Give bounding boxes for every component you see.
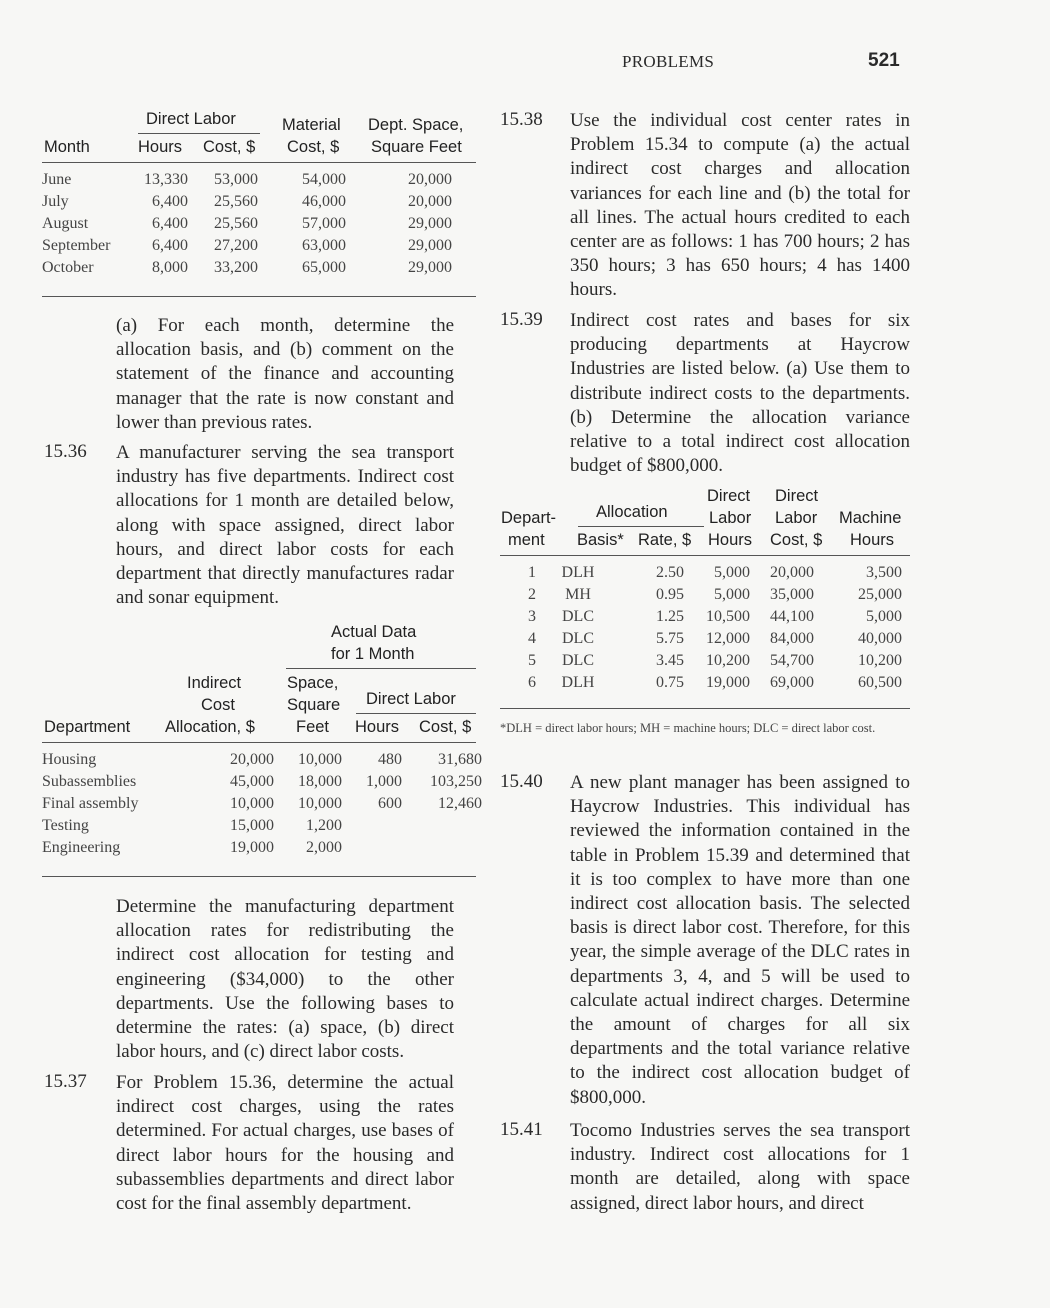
t1-cell: 46,000	[302, 193, 346, 210]
t3-dlc-mid: Labor	[775, 509, 818, 527]
t3-cell: 54,700	[770, 652, 814, 669]
t3-cell: 0.75	[656, 674, 684, 691]
t3-cell: MH	[565, 586, 591, 603]
t3-cell: 2.50	[656, 564, 684, 581]
t2-indirect-bottom: Allocation, $	[165, 718, 255, 736]
t3-cell: 0.95	[656, 586, 684, 603]
t3-alloc-group: Allocation	[596, 503, 668, 521]
t3-cell: 40,000	[858, 630, 902, 647]
t2-body	[42, 749, 482, 859]
t3-cell: 20,000	[770, 564, 814, 581]
t3-cell: 10,200	[858, 652, 902, 669]
t1-cell: 29,000	[408, 237, 452, 254]
t3-mh-bottom: Hours	[850, 531, 895, 549]
problem-15-40-text: A new plant manager has been assigned to Haycrow Industries. This individual has reviewed the information contained in the table in Problem 15.39 and determined that it is too complex to have more than one indirect cost allocation basis. The selected basis is direct labor cost. Therefore, for this year, the simple average of the DLC rates in departments 3, 4, and 5 will be used to calculate actual indirect charges. Determine the amount of charges for all six departments and the total variance relative to the indirect cost allocation budget of $800,000.	[570, 772, 910, 1108]
t2-cell: Engineering	[42, 839, 121, 856]
t3-cell: 1	[528, 564, 536, 581]
t2-cell	[342, 815, 402, 837]
t2-cell: 31,680	[438, 751, 482, 768]
t1-cell: 25,560	[214, 193, 258, 210]
t1-col-hours: Hours	[138, 138, 183, 156]
t3-cell: 2	[528, 586, 536, 603]
t3-cell: 69,000	[770, 674, 814, 691]
t1-cell: 65,000	[302, 259, 346, 276]
problem-15-37-text: For Problem 15.36, determine the actual indirect cost charges, using the rates determined. For actual charges, use bases of direct labor hours for the housing and subassemblies departments and direct labor cost for the final assembly department.	[116, 1072, 454, 1215]
problem-15-40-number: 15.40	[500, 771, 543, 792]
t3-mh-top: Machine	[839, 509, 902, 527]
t2-cell: 15,000	[230, 817, 274, 834]
t1-cell: 20,000	[408, 171, 452, 188]
t3-cell: 1.25	[656, 608, 684, 625]
table-row	[42, 837, 482, 859]
t1-col-material-top: Material	[282, 116, 341, 134]
t3-dlh-mid: Labor	[709, 509, 752, 527]
t3-cell: 25,000	[858, 586, 902, 603]
t2-cell: 10,000	[298, 795, 342, 812]
t3-cell: DLC	[562, 630, 594, 647]
t2-indirect-top: Indirect	[187, 674, 242, 692]
t2-cell: 10,000	[298, 751, 342, 768]
t1-cell: 29,000	[408, 215, 452, 232]
t2-cell: Housing	[42, 751, 97, 768]
table-row	[500, 628, 902, 650]
t3-col-rate: Rate, $	[638, 531, 692, 549]
t2-indirect-mid: Cost	[201, 696, 235, 714]
table-row	[42, 169, 452, 191]
t1-cell: 13,330	[144, 171, 188, 188]
t2-cell	[402, 837, 482, 859]
t3-dlh-top: Direct	[707, 487, 751, 505]
t1-cell: October	[42, 259, 94, 276]
t1-cell: 6,400	[152, 237, 188, 254]
t2-cell: Final assembly	[42, 795, 139, 812]
t2-actual-bottom: for 1 Month	[331, 645, 415, 663]
table-row	[42, 213, 452, 235]
t1-cell: 63,000	[302, 237, 346, 254]
t1-col-space-bottom: Square Feet	[371, 138, 462, 156]
t1-cell: 53,000	[214, 171, 258, 188]
table-row	[500, 562, 902, 584]
t3-cell: 3	[528, 608, 536, 625]
running-header: PROBLEMS	[622, 52, 715, 71]
t2-cell: Subassemblies	[42, 773, 137, 790]
t1-cell: 8,000	[152, 259, 188, 276]
problem-15-39-number: 15.39	[500, 309, 543, 330]
t1-cell: August	[42, 215, 89, 232]
table-row	[500, 650, 902, 672]
t1-cell: 57,000	[302, 215, 346, 232]
t3-cell: DLH	[561, 674, 595, 691]
t2-cell: Testing	[42, 817, 89, 834]
t2-cell: 1,200	[306, 817, 342, 834]
t2-space-mid: Square	[287, 696, 341, 714]
t2-cell: 600	[378, 795, 402, 812]
table-row	[42, 257, 452, 279]
t2-actual-top: Actual Data	[331, 623, 417, 641]
problem-15-41-text: Tocomo Industries serves the sea transport industry. Indirect cost allocations for 1 month are detailed, along with space assigned, direct labor hours, and direct	[570, 1120, 910, 1214]
t2-col-cost: Cost, $	[419, 718, 472, 736]
t3-cell: 6	[528, 674, 536, 691]
t3-cell: 5,000	[714, 564, 750, 581]
t1-cell: 33,200	[214, 259, 258, 276]
t3-cell: 35,000	[770, 586, 814, 603]
t3-dlc-top: Direct	[775, 487, 819, 505]
t2-cell: 1,000	[366, 773, 402, 790]
t1-group-direct-labor: Direct Labor	[146, 110, 236, 128]
problem-15-36-text: A manufacturer serving the sea transport industry has five departments. Indirect cost allocations for 1 month are detailed below, along with space assigned, direct labor hours, and direct labor costs for each department that directly manufactures radar and sonar equipment.	[116, 442, 454, 609]
t2-cell: 103,250	[430, 773, 482, 790]
t3-dlh-bottom: Hours	[708, 531, 753, 549]
t3-cell: 5,000	[714, 586, 750, 603]
t2-cell: 2,000	[306, 839, 342, 856]
t3-cell: 19,000	[706, 674, 750, 691]
table-row	[42, 815, 482, 837]
t3-cell: 10,500	[706, 608, 750, 625]
t3-footnote: *DLH = direct labor hours; MH = machine hours; DLC = direct labor cost.	[500, 721, 876, 735]
t3-cell: 5.75	[656, 630, 684, 647]
t2-col-department: Department	[44, 718, 131, 736]
t1-cell: 6,400	[152, 193, 188, 210]
t3-cell: 12,000	[706, 630, 750, 647]
t3-col-basis: Basis*	[577, 531, 624, 549]
t3-cell: 5,000	[866, 608, 902, 625]
table-row	[500, 672, 902, 694]
t3-cell: 60,500	[858, 674, 902, 691]
t3-cell: 44,100	[770, 608, 814, 625]
t3-dlc-bottom: Cost, $	[770, 531, 823, 549]
t2-col-hours: Hours	[355, 718, 400, 736]
t1-col-material-bottom: Cost, $	[287, 138, 340, 156]
t3-dept-top: Depart-	[501, 509, 557, 527]
t1-body	[42, 169, 452, 279]
t1-cell: September	[42, 237, 111, 254]
t3-body	[500, 562, 902, 694]
t2-cell	[342, 837, 402, 859]
t3-cell: 84,000	[770, 630, 814, 647]
problem-15-36-text-2: Determine the manufacturing department allocation rates for redistributing the indirect cost allocation for testing and engineering ($34,000) to the other departments. Use the following bases to determine the rates: (a) space, (b) direct labor hours, and (c) direct labor costs.	[116, 896, 454, 1063]
t2-space-top: Space,	[287, 674, 339, 692]
t1-col-month: Month	[44, 138, 90, 156]
t3-cell: 10,200	[706, 652, 750, 669]
t3-cell: 3.45	[656, 652, 684, 669]
t2-dl-group: Direct Labor	[366, 690, 456, 708]
t1-cell: 25,560	[214, 215, 258, 232]
t2-cell: 12,460	[438, 795, 482, 812]
t2-cell: 20,000	[230, 751, 274, 768]
problem-15-38-number: 15.38	[500, 109, 543, 130]
table-row	[42, 771, 482, 793]
t1-cell: 54,000	[302, 171, 346, 188]
t1-cell: 27,200	[214, 237, 258, 254]
t1-cell: July	[42, 193, 69, 210]
t2-cell: 19,000	[230, 839, 274, 856]
t2-space-bottom: Feet	[296, 718, 330, 736]
t1-cell: 20,000	[408, 193, 452, 210]
problem-15-39-text: Indirect cost rates and bases for six producing departments at Haycrow Industries are listed below. (a) Use them to distribute indirect costs to the departments. (b) Determine the allocation variance relative to a total indirect cost allocation budget of $800,000.	[570, 310, 910, 477]
table-row	[500, 606, 902, 628]
problem-15-35-text: (a) For each month, determine the allocation basis, and (b) comment on the statement of the finance and accounting manager that the rate is now constant and lower than previous rates.	[116, 315, 454, 433]
t3-cell: DLC	[562, 608, 594, 625]
t3-cell: 4	[528, 630, 536, 647]
problem-15-37-number: 15.37	[44, 1071, 87, 1092]
t1-col-cost: Cost, $	[203, 138, 256, 156]
t3-cell: 3,500	[866, 564, 902, 581]
t1-col-space-top: Dept. Space,	[368, 116, 464, 134]
page-number: 521	[868, 50, 900, 71]
t2-cell: 480	[378, 751, 402, 768]
t3-cell: DLC	[562, 652, 594, 669]
t2-cell: 10,000	[230, 795, 274, 812]
t1-cell: 6,400	[152, 215, 188, 232]
table-row	[42, 191, 452, 213]
table-row	[42, 793, 482, 815]
t3-cell: DLH	[561, 564, 595, 581]
t2-cell: 18,000	[298, 773, 342, 790]
t3-dept-bottom: ment	[508, 531, 545, 549]
t3-cell: 5	[528, 652, 536, 669]
problem-15-41-number: 15.41	[500, 1119, 543, 1140]
problem-15-36-number: 15.36	[44, 441, 87, 462]
table-row	[42, 749, 482, 771]
table-row	[500, 584, 902, 606]
t2-cell	[402, 815, 482, 837]
problem-15-38-text: Use the individual cost center rates in Problem 15.34 to compute (a) the actual indirect cost charges and allocation variances for each line and (b) the total for all lines. The actual hours credited to each center are as follows: 1 has 700 hours; 2 has 350 hours; 3 has 650 hours; 4 has 1400 hours.	[570, 110, 910, 301]
t1-cell: June	[42, 171, 72, 188]
t2-cell: 45,000	[230, 773, 274, 790]
t1-cell: 29,000	[408, 259, 452, 276]
table-row	[42, 235, 452, 257]
